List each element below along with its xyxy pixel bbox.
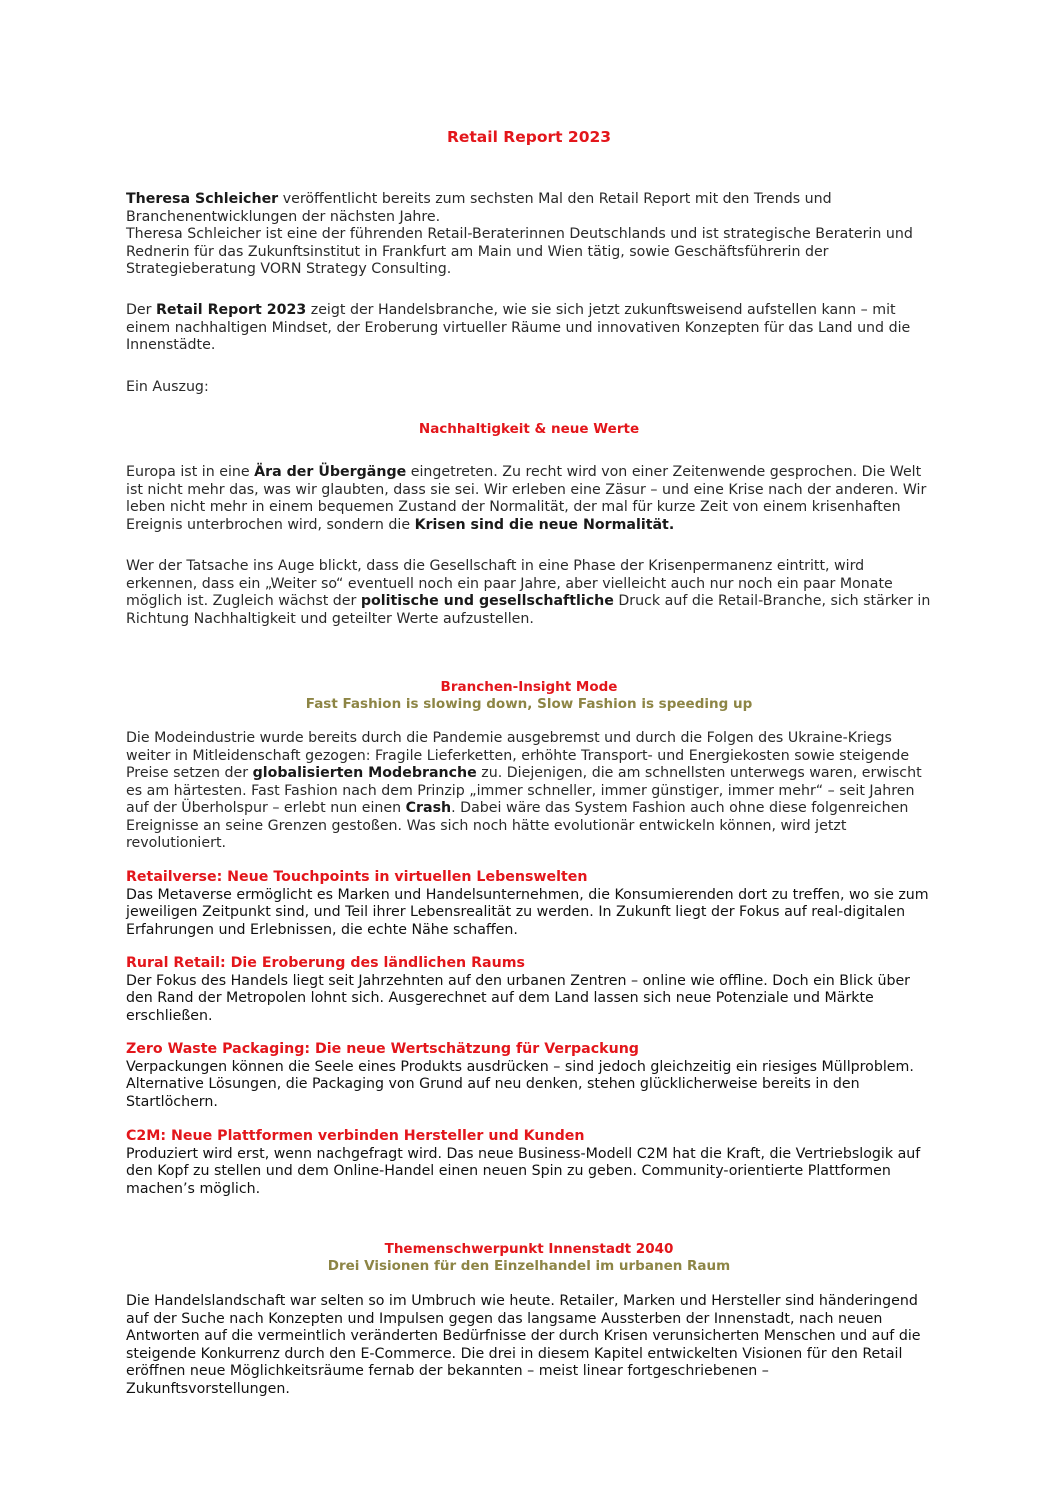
s2-a: Die Modeindustrie wurde bereits durch die Pandemie ausgebremst und durch die Folgen des Ukraine-Kriegs weiter in Mitleidenschaft gezogen: Fragile Lieferketten, erhöhte Transport- und Energiekosten sowie steigende Preise setzen der [126, 730, 910, 781]
intro-p2-a: Der [126, 302, 156, 318]
s2-bold-2: Crash [405, 800, 452, 816]
trend-text: Das Metaverse ermöglicht es Marken und Handelsunternehmen, die Konsumierenden dort zu treffen, wo sie zum jeweiligen Zeitpunkt sind, und Teil ihrer Lebensrealität zu werden. In Zukunft liegt der Fokus auf real-digitalen Erfahrungen und Erlebnissen, die echte Nähe schaffen. [126, 886, 929, 938]
section1-paragraph-1 [126, 464, 936, 534]
trend-zero-waste [126, 1041, 936, 1111]
s2-d: . Dabei wäre das System Fashion auch ohne diese folgenreichen Ereignisse an seine Grenzen gestoßen. Was sich noch hätte evolutionär entwickeln können, wird jetzt revolutioniert. [126, 800, 909, 851]
excerpt-label: Ein Auszug: [126, 379, 209, 395]
trend-heading: Retailverse: Neue Touchpoints in virtuellen Lebenswelten [126, 869, 588, 885]
trend-text: Der Fokus des Handels liegt seit Jahrzehnten auf den urbanen Zentren – online wie offline. Doch ein Blick über den Rand der Metropolen lohnt sich. Ausgerechnet auf dem Land lassen sich neue Potenziale und Märkte erschließen. [126, 972, 911, 1024]
s2-bold-1: globalisierten Modebranche [252, 765, 477, 781]
document-title: Retail Report 2023 [446, 128, 612, 146]
intro-p2-rest: zeigt der Handelsbranche, wie sie sich jetzt zukunftsweisend aufstellen kann – mit einem nachhaltigen Mindset, der Eroberung virtueller Räume und innovativen Konzepten für das Land und die Innenstädte. [126, 302, 911, 353]
s1-p1-bold-1: Ära der Übergänge [254, 464, 407, 480]
s2-c: zu. Diejenigen, die am schnellsten unterwegs waren, erwischt es am härtesten. Fast Fashion nach dem Prinzip „immer schneller, immer günstiger, immer mehr“ – seit Jahren auf der Überholspur – erlebt nun einen [126, 765, 922, 816]
trend-heading: C2M: Neue Plattformen verbinden Hersteller und Kunden [126, 1128, 585, 1144]
trend-text: Verpackungen können die Seele eines Produkts ausdrücken – sind jedoch gleichzeitig ein riesiges Müllproblem. Alternative Lösungen, die Packaging von Grund auf neu denken, stehen glücklicherweise bereits in den Startlöchern. [126, 1058, 914, 1110]
trend-heading: Zero Waste Packaging: Die neue Wertschätzung für Verpackung [126, 1041, 639, 1057]
section3-paragraph: Die Handelslandschaft war selten so im Umbruch wie heute. Retailer, Marken und Hersteller sind händeringend auf der Suche nach Konzepten und Impulsen gegen das langsame Aussterben der Innenstadt, nach neuen Antworten auf die vermeintlich veränderten Bedürfnisse der durch Krisen verunsicherten Menschen und auf die steigende Konkurrenz durch den E-Commerce. Die drei in diesem Kapitel entwickelten Visionen für den Retail eröffnen neue Möglichkeitsräume fernab der bekannten – meist linear fortgeschriebenen – Zukunftsvorstellungen. [126, 1293, 921, 1397]
intro-paragraph-2 [126, 302, 936, 355]
section2-paragraph [126, 730, 936, 853]
section1-paragraph-2 [126, 558, 936, 628]
s1-p1-a: Europa ist in eine [126, 464, 255, 480]
section-subheading-city: Drei Visionen für den Einzelhandel im urbanen Raum [327, 1258, 731, 1274]
trend-retailverse [126, 869, 936, 939]
trend-c2m [126, 1128, 936, 1198]
s1-p2-a: Wer der Tatsache ins Auge blickt, dass die Gesellschaft in eine Phase der Krisenpermanenz eintritt, wird erkennen, dass ein „Weiter so“ eventuell noch ein paar Jahre, aber vielleicht auch nur noch ein paar Monate möglich ist. Zugleich wächst der [126, 558, 893, 609]
trend-heading: Rural Retail: Die Eroberung des ländlichen Raums [126, 955, 525, 971]
section-subheading-fashion: Fast Fashion is slowing down, Slow Fashion is speeding up [305, 696, 753, 712]
s1-p1-c: eingetreten. Zu recht wird von einer Zeitenwende gesprochen. Die Welt ist nicht mehr das, was wir glaubten, dass sie sei. Wir erleben eine Zäsur – und eine Krise nach der anderen. Wir leben nicht mehr in einem bequemen Zustand der Normalität, der mal für kurze Zeit von einem krisenhaften Ereignis unterbrochen wird, sondern die [126, 464, 927, 533]
report-name: Retail Report 2023 [156, 302, 307, 318]
s1-p1-bold-2: Krisen sind die neue Normalität. [414, 516, 675, 533]
section-heading-sustainability: Nachhaltigkeit & neue Werte [418, 421, 640, 437]
intro-text-2: Theresa Schleicher ist eine der führenden Retail-Beraterinnen Deutschlands und ist strategische Beraterin und Rednerin für das Zukunftsinstitut in Frankfurt am Main und Wien tätig, sowie Geschäftsführerin der Strategieberatung VORN Strategy Consulting. [126, 226, 913, 277]
trend-rural-retail [126, 955, 936, 1025]
s1-p2-c: Druck auf die Retail-Branche, sich stärker in Richtung Nachhaltigkeit und geteilter Werte aufzustellen. [126, 593, 931, 627]
author-name: Theresa Schleicher [126, 191, 279, 207]
intro-paragraph-1 [126, 191, 936, 279]
intro-text-1: veröffentlicht bereits zum sechsten Mal den Retail Report mit den Trends und Branchenentwicklungen der nächsten Jahre. [126, 191, 832, 225]
section-heading-city: Themenschwerpunkt Innenstadt 2040 [384, 1241, 674, 1257]
section-heading-fashion: Branchen-Insight Mode [440, 679, 618, 695]
s1-p2-bold: politische und gesellschaftliche [360, 593, 614, 609]
trend-text: Produziert wird erst, wenn nachgefragt wird. Das neue Business-Modell C2M hat die Kraft, die Vertriebslogik auf den Kopf zu stellen und dem Online-Handel einen neuen Spin zu geben. Community-orientierte Plattformen machen’s möglich. [126, 1145, 921, 1197]
